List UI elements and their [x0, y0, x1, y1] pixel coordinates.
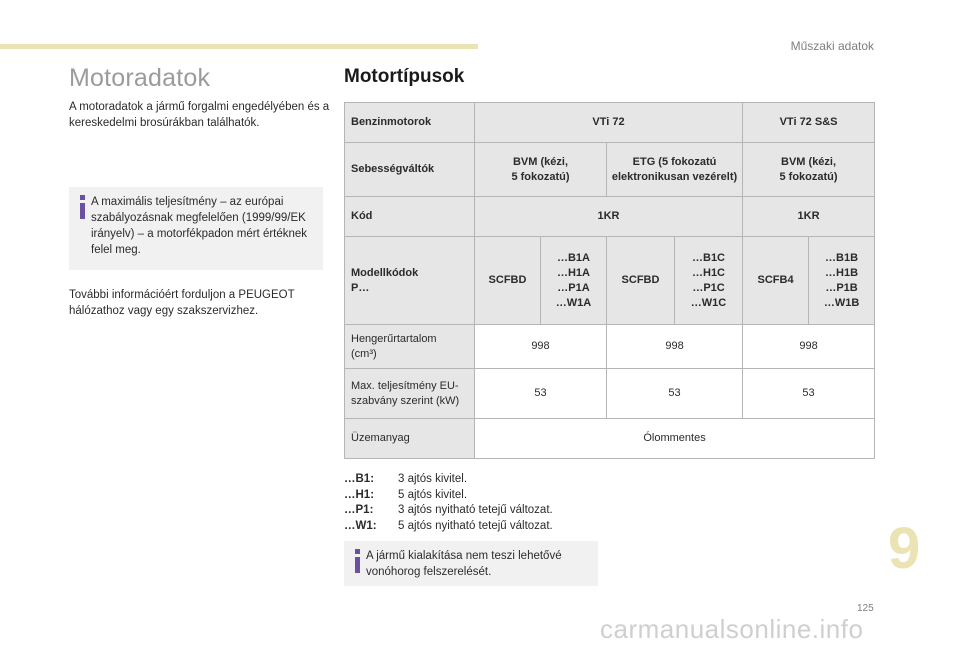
- legend-text: 5 ajtós nyitható tetejű változat.: [398, 519, 553, 532]
- watermark: carmanualsonline.info: [600, 614, 864, 644]
- row-label-displacement: Hengerűrtartalom (cm³): [345, 325, 475, 369]
- towbar-note-text: A jármű kialakítása nem teszi lehetővé vonóhorog felszerelését.: [366, 550, 562, 578]
- table-row-power: [345, 369, 875, 419]
- cell-code-1: 1KR: [475, 197, 743, 237]
- page-number: 125: [857, 603, 874, 614]
- legend-item: [344, 472, 553, 488]
- table-row-code: [345, 197, 875, 237]
- row-label-gearbox: Sebességváltók: [345, 143, 475, 197]
- legend-code: …H1:: [344, 488, 375, 501]
- table-row-gearbox: [345, 143, 875, 197]
- engine-data-intro: A motoradatok a jármű forgalmi engedélyében és a kereskedelmi brosúrákban találhatók.: [69, 101, 330, 129]
- legend-code: …B1:: [344, 473, 375, 485]
- legend-text: 3 ajtós nyitható tetejű változat.: [398, 504, 553, 516]
- cell-model-scfbd-1: SCFBD: [475, 237, 541, 325]
- section-title: Műszaki adatok: [790, 39, 874, 53]
- cell-code-2: 1KR: [743, 197, 875, 237]
- legend-text: 5 ajtós kivitel.: [398, 488, 468, 501]
- engine-data-title: Motoradatok: [69, 64, 211, 92]
- cell-power-2: 53: [607, 369, 743, 419]
- table-row-model-codes: [345, 237, 875, 325]
- info-icon: [77, 195, 88, 219]
- legend-item: [344, 488, 553, 504]
- model-code-legend: [344, 472, 553, 534]
- legend-item: [344, 519, 553, 535]
- row-label-fuel: Üzemanyag: [345, 419, 475, 459]
- power-note-box: [69, 187, 323, 270]
- cell-model-scfbd-2: SCFBD: [607, 237, 675, 325]
- row-label-code: Kód: [345, 197, 475, 237]
- chapter-number: 9: [888, 516, 921, 581]
- table-row-displacement: [345, 325, 875, 369]
- cell-gearbox-bvm-1: BVM (kézi, 5 fokozatú): [475, 143, 607, 197]
- cell-model-1b: …B1B …H1B …P1B …W1B: [809, 237, 875, 325]
- table-row-fuel: [345, 419, 875, 459]
- row-label-engine: Benzinmotorok: [345, 103, 475, 143]
- contact-text: További információért forduljon a PEUGEOT hálózathoz vagy egy szakszervizhez.: [69, 289, 295, 317]
- info-icon: [352, 549, 363, 573]
- row-label-model-codes: Modellkódok P…: [345, 237, 475, 325]
- cell-displacement-3: 998: [743, 325, 875, 369]
- legend-item: [344, 503, 553, 519]
- power-note-text: A maximális teljesítmény – az európai szabályozásnak megfelelően (1999/99/EK irányelv) – a motorfékpadon mért értéknek felel meg.: [91, 196, 308, 256]
- cell-power-3: 53: [743, 369, 875, 419]
- cell-model-1a: …B1A …H1A …P1A …W1A: [541, 237, 607, 325]
- towbar-note-box: [344, 541, 598, 586]
- header-accent-bar: [0, 44, 478, 49]
- row-label-power: Max. teljesítmény EU-szabvány szerint (kW): [345, 369, 475, 419]
- table-row-engine: [345, 103, 875, 143]
- engine-types-title: Motortípusok: [344, 66, 465, 87]
- cell-power-1: 53: [475, 369, 607, 419]
- legend-code: …P1:: [344, 504, 374, 516]
- cell-gearbox-bvm-2: BVM (kézi, 5 fokozatú): [743, 143, 875, 197]
- cell-engine-vti72-ss: VTi 72 S&S: [743, 103, 875, 143]
- cell-gearbox-etg: ETG (5 fokozatú elektronikusan vezérelt): [607, 143, 743, 197]
- cell-model-scfb4: SCFB4: [743, 237, 809, 325]
- cell-engine-vti72: VTi 72: [475, 103, 743, 143]
- legend-text: 3 ajtós kivitel.: [398, 473, 468, 485]
- cell-fuel: Ólommentes: [475, 419, 875, 459]
- cell-displacement-1: 998: [475, 325, 607, 369]
- engine-spec-table: [344, 102, 875, 459]
- legend-code: …W1:: [344, 519, 377, 532]
- cell-model-1c: …B1C …H1C …P1C …W1C: [675, 237, 743, 325]
- cell-displacement-2: 998: [607, 325, 743, 369]
